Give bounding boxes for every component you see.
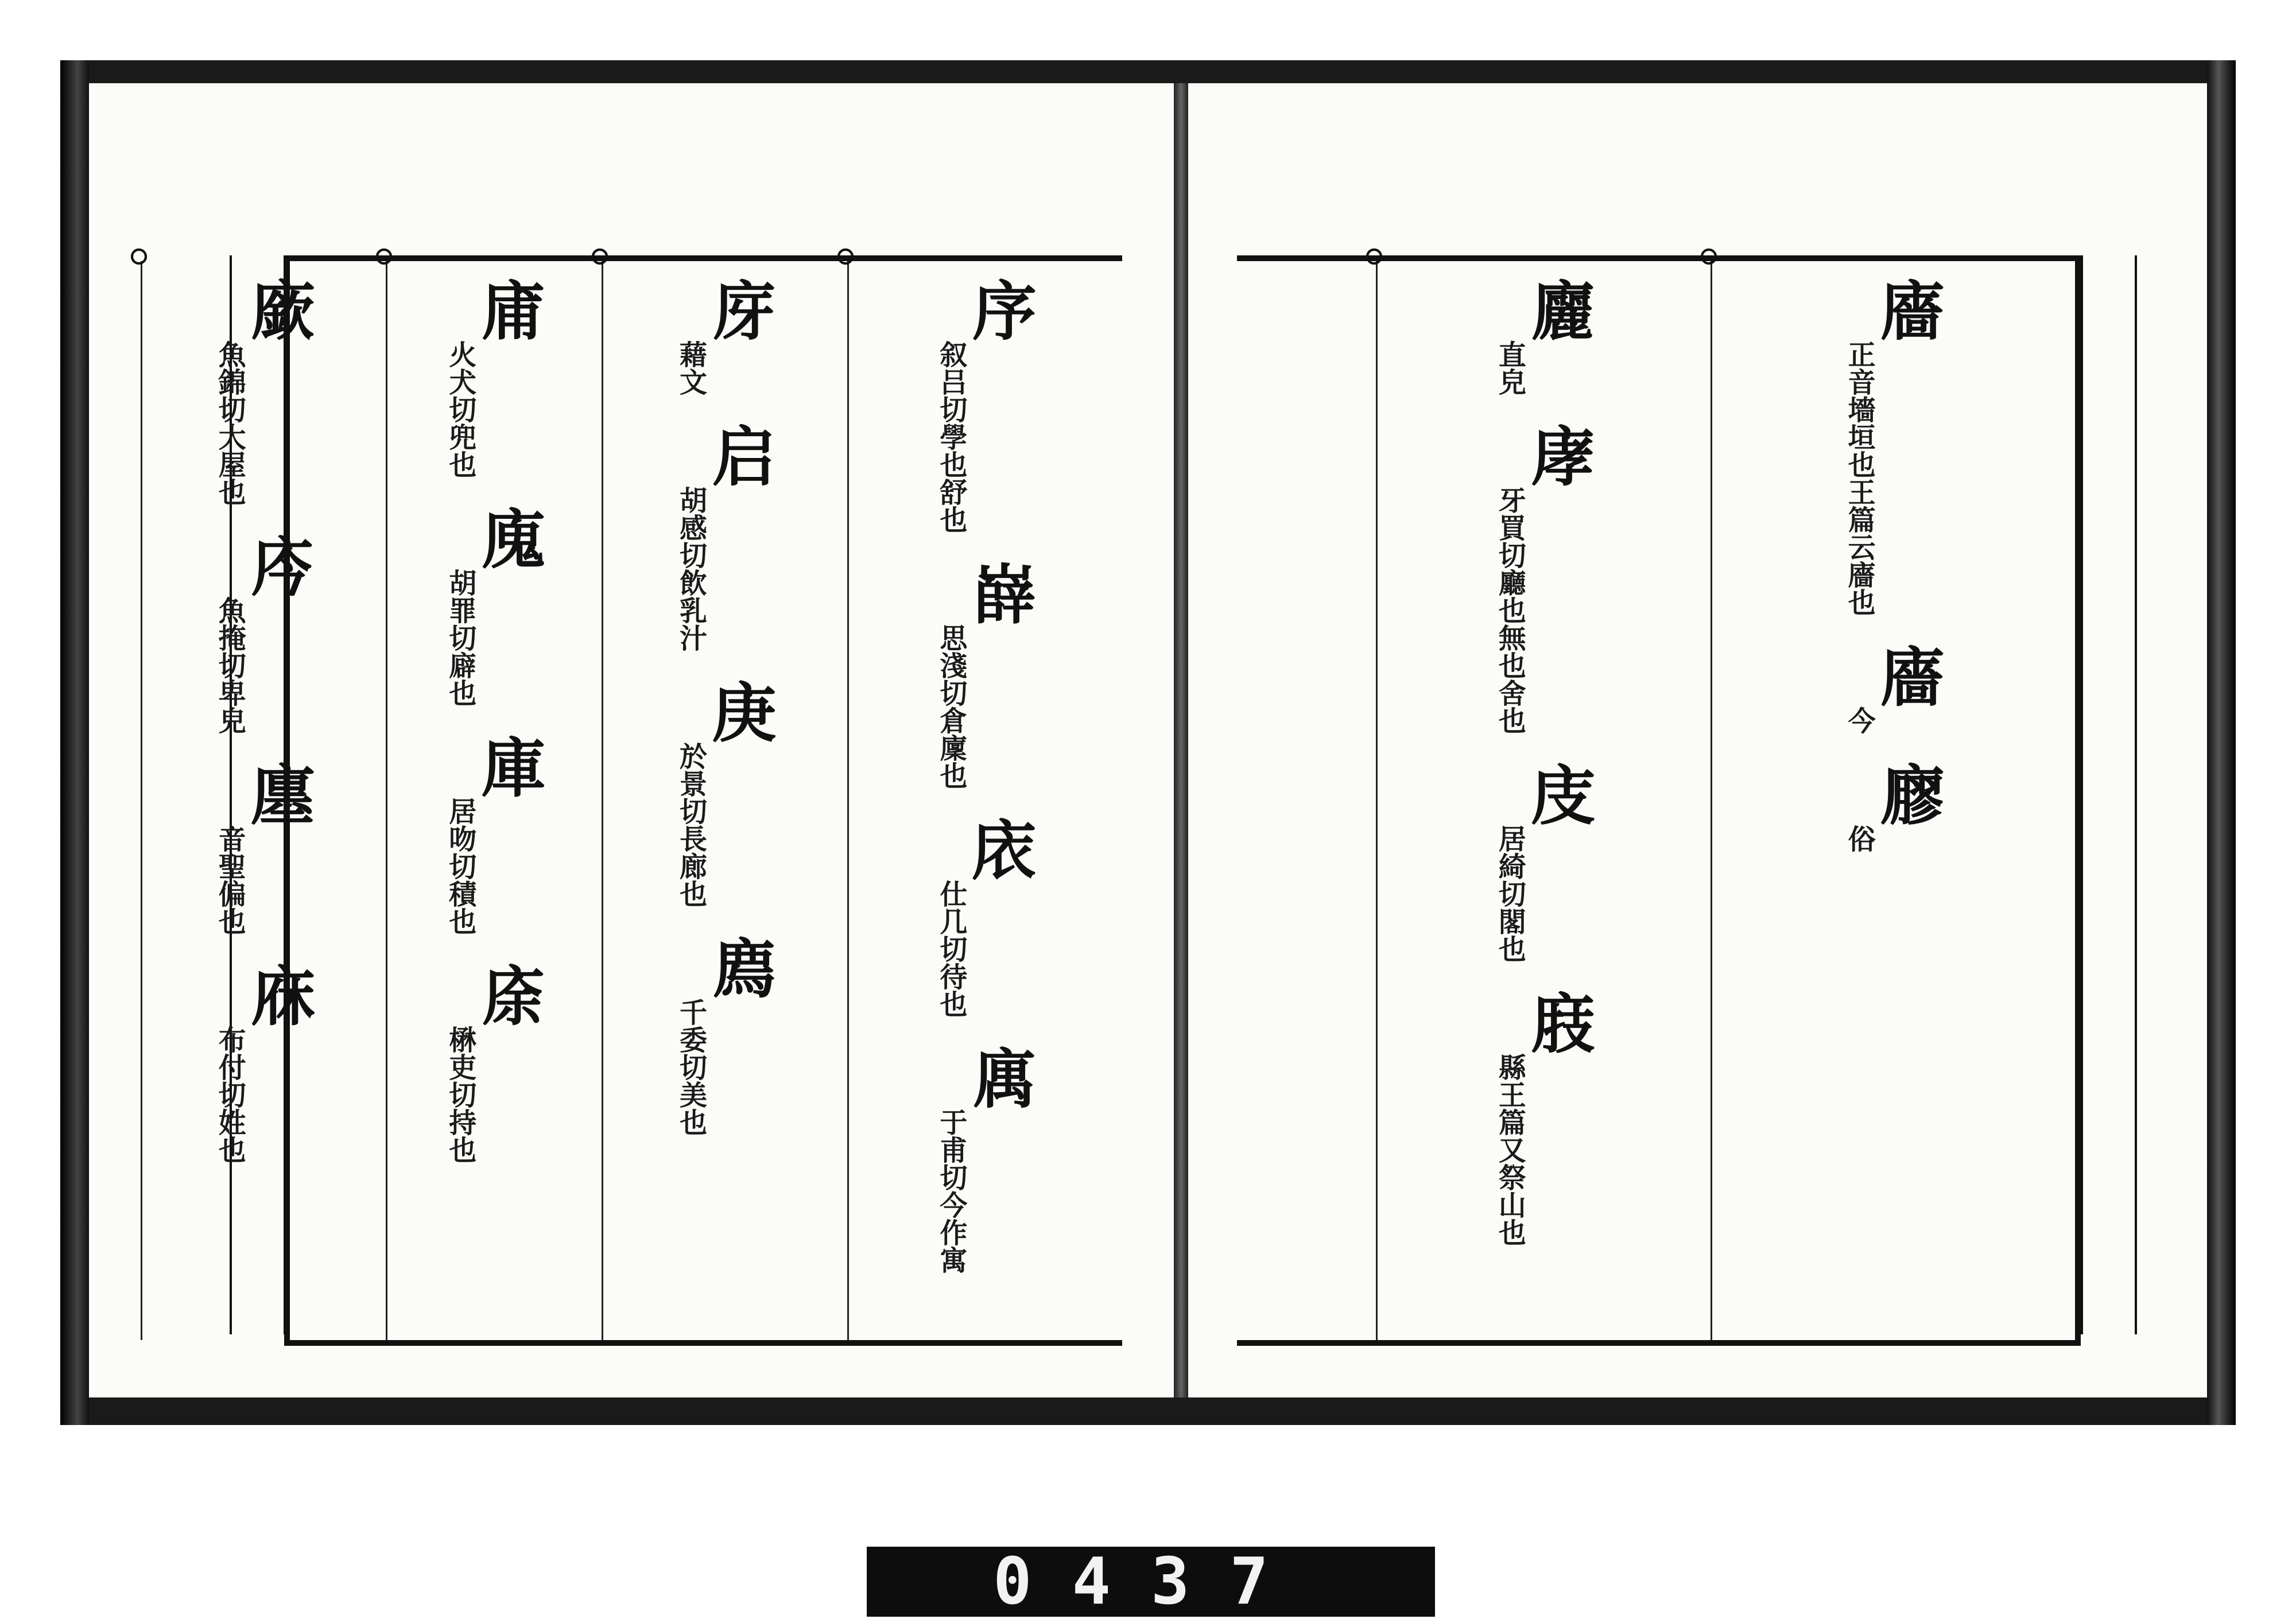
right-margin-strip [2081,255,2137,1334]
text-column [1188,261,1376,1340]
dictionary-entry [1843,762,1945,852]
dictionary-entry [444,277,546,478]
dictionary-entry [1494,423,1596,734]
entry-headword: 廲 [1520,277,1596,341]
dictionary-entry [1843,643,1945,734]
entry-gloss: 魚錦切大屋也 [214,340,246,506]
text-column [141,261,386,1340]
entry-gloss: 千委切美也 [674,998,707,1136]
entry-gloss: 布付切姓也 [214,1026,246,1163]
entry-headword: 庈 [240,533,316,597]
entry-headword: 庡 [961,817,1037,881]
dictionary-entry [934,817,1037,1018]
entry-gloss: 藉文 [674,340,707,395]
entry-headword: 嶭 [961,561,1037,625]
entry-headword: 庫 [471,734,546,798]
entry-headword: 庪 [1520,990,1596,1054]
dictionary-entry [1494,762,1596,962]
archive-number-stamp [867,1544,1435,1619]
dictionary-entry [1494,277,1596,395]
entry-headword: 廫 [1870,762,1945,826]
entry-headword: 启 [701,423,777,487]
left-page [89,83,1174,1397]
dictionary-entry [934,561,1037,789]
dictionary-entry [934,1045,1037,1274]
entry-gloss: 直皃 [1494,340,1526,395]
dictionary-entry [1494,990,1596,1246]
dictionary-entry [1843,277,1945,616]
entry-gloss: 仕几切待也 [934,880,967,1018]
entry-gloss: 今 [1843,706,1876,734]
entry-headword: 庨 [1520,423,1596,487]
entry-gloss: 叙吕切學也舒也 [934,340,967,533]
book-edge-right [2207,60,2236,1425]
entry-gloss: 正音墻垣也王篇云廧也 [1843,340,1876,616]
entry-headword: 庋 [1520,762,1596,826]
book-gutter [1174,83,1188,1397]
entry-headword: 廛 [240,762,316,826]
dictionary-entry [444,962,546,1163]
dictionary-entry [674,277,777,395]
entry-headword: 廞 [240,277,316,341]
text-column [89,261,141,1340]
dictionary-entry [214,533,316,734]
entry-gloss: 胡罪切廦也 [444,569,476,706]
entry-gloss: 楙吏切持也 [444,1026,476,1163]
dictionary-entry [674,423,777,651]
entry-gloss: 胡感切飲乳汁 [674,486,707,651]
entry-headword: 庽 [961,1045,1037,1109]
dictionary-entry [674,679,777,907]
text-column [1376,261,1711,1340]
entry-gloss: 思淺切倉廩也 [934,624,967,789]
dictionary-entry [934,277,1037,533]
left-columns [214,261,1122,1340]
entry-gloss: 於景切長廊也 [674,742,707,907]
entry-gloss: 魚掩切卑皃 [214,596,246,734]
entry-headword: 庚 [701,679,777,743]
dictionary-entry [674,935,777,1136]
entry-gloss: 音聖偏也 [214,825,246,935]
dictionary-entry [214,277,316,506]
entry-gloss: 縣王篇又祭山也 [1494,1053,1526,1246]
entry-gloss: 于甫切今作寓 [934,1108,967,1274]
entry-headword: 庯 [471,277,546,341]
entry-headword: 廧 [1870,643,1945,708]
entry-gloss: 牙買切廳也無也舍也 [1494,486,1526,734]
entry-headword: 庥 [240,962,316,1027]
dictionary-entry [214,962,316,1163]
entry-gloss: 火犬切兜也 [444,340,476,478]
book-edge-left [60,60,89,1425]
text-column [386,261,602,1340]
dictionary-entry [444,734,546,935]
entry-gloss: 居吻切積也 [444,797,476,935]
right-text-block [1237,255,2081,1346]
left-text-block [214,255,1122,1346]
text-column [602,261,847,1340]
dictionary-entry [214,762,316,935]
entry-headword: 庩 [471,962,546,1027]
entry-headword: 序 [961,277,1037,341]
text-column [1711,261,2075,1340]
dictionary-entry [444,506,546,706]
entry-gloss: 俗 [1843,825,1876,852]
entry-headword: 廌 [701,935,777,999]
entry-headword: 廧 [1870,277,1945,341]
right-page [1188,83,2207,1397]
scan-frame [60,60,2236,1425]
archive-number: 0437 [993,1544,1309,1619]
entry-headword: 廆 [471,506,546,570]
right-columns [1237,261,2075,1340]
entry-gloss: 居綺切閣也 [1494,825,1526,962]
entry-headword: 庌 [701,277,777,341]
text-column [847,261,1122,1340]
